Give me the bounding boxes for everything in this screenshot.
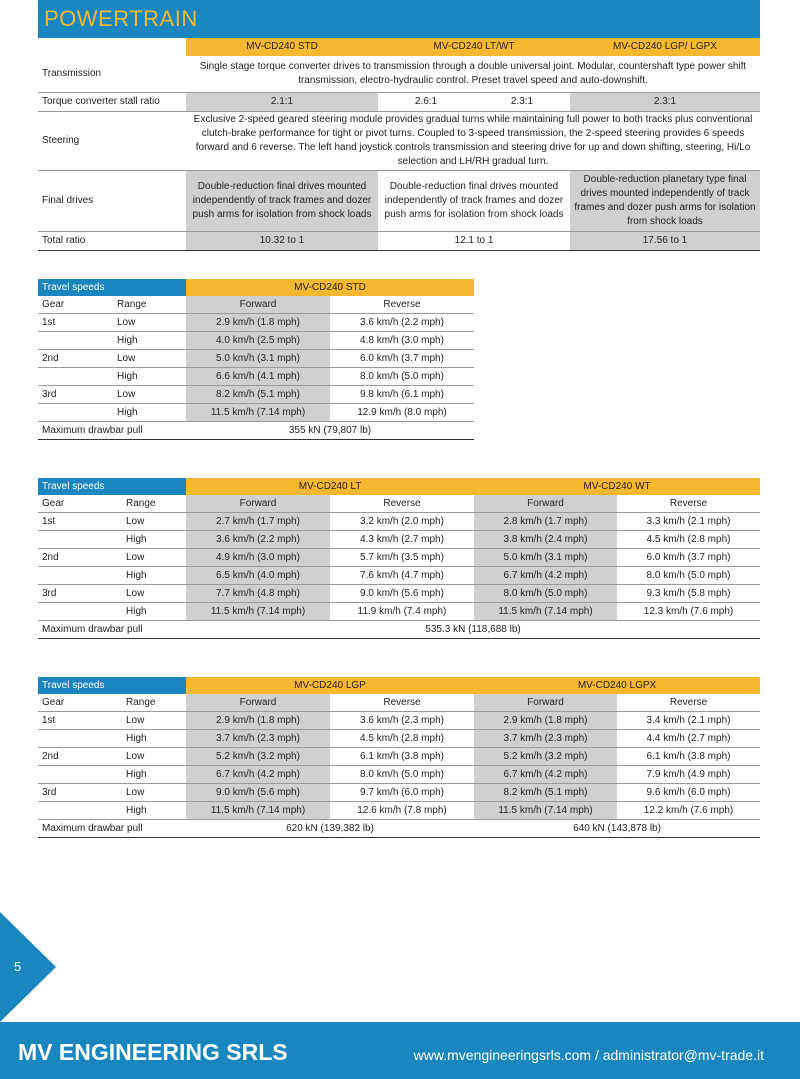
travel-speeds-label: Travel speeds xyxy=(38,478,186,495)
speed-row xyxy=(38,730,760,748)
powertrain-table xyxy=(38,38,760,251)
speed-row xyxy=(38,368,474,386)
stall-ratio-lt: 2.6:1 xyxy=(378,93,474,112)
page-number-marker xyxy=(0,912,56,1022)
speed-cell: 6.1 km/h (3.8 mph) xyxy=(617,748,760,766)
speed-row xyxy=(38,350,474,368)
total-ratio-ltwt: 12.1 to 1 xyxy=(378,232,570,251)
speed-cell: 9.3 km/h (5.8 mph) xyxy=(617,585,760,603)
speed-cell: High xyxy=(122,567,186,585)
speed-cell: Low xyxy=(122,585,186,603)
speed-cell xyxy=(38,766,122,784)
forward-header: Forward xyxy=(186,694,330,712)
speed-row xyxy=(38,784,760,802)
speed-cell: 5.7 km/h (3.5 mph) xyxy=(330,549,474,567)
speed-cell: High xyxy=(113,368,186,386)
speed-cell xyxy=(38,567,122,585)
model-std: MV-CD240 STD xyxy=(186,38,378,56)
stall-ratio-wt: 2.3:1 xyxy=(474,93,570,112)
speed-cell: Low xyxy=(113,314,186,332)
speed-cell: Low xyxy=(122,513,186,531)
speed-cell: 3.4 km/h (2.1 mph) xyxy=(617,712,760,730)
speed-cell: 3rd xyxy=(38,784,122,802)
speed-row xyxy=(38,531,760,549)
speed-cell xyxy=(38,802,122,820)
speed-cell xyxy=(38,730,122,748)
footer-contact: www.mvengineeringsrls.com / administrator@mv-trade.it xyxy=(413,1047,764,1063)
speed-cell: 2nd xyxy=(38,549,122,567)
speed-cell: 3.6 km/h (2.2 mph) xyxy=(186,531,330,549)
stall-ratio-std: 2.1:1 xyxy=(186,93,378,112)
model-wt: MV-CD240 WT xyxy=(474,478,760,495)
travel-speeds-label: Travel speeds xyxy=(38,677,186,694)
speed-cell xyxy=(38,368,113,386)
footer-bar xyxy=(0,1022,800,1079)
speed-cell: Low xyxy=(122,712,186,730)
speed-cell: High xyxy=(122,730,186,748)
gear-header: Gear xyxy=(38,495,122,513)
speed-cell: Low xyxy=(113,386,186,404)
max-pull-ltwt: 535.3 kN (118,688 lb) xyxy=(186,621,760,639)
speed-cell: 6.6 km/h (4.1 mph) xyxy=(186,368,330,386)
speed-header-row xyxy=(38,478,760,495)
column-header-row xyxy=(38,495,760,513)
speed-cell: 2.9 km/h (1.8 mph) xyxy=(186,712,330,730)
final-drives-row xyxy=(38,171,760,232)
speed-header-row xyxy=(38,677,760,694)
speed-cell: Low xyxy=(122,784,186,802)
speed-cell: 8.2 km/h (5.1 mph) xyxy=(186,386,330,404)
speed-cell: 2.9 km/h (1.8 mph) xyxy=(186,314,330,332)
speed-row xyxy=(38,513,760,531)
speed-cell: 12.3 km/h (7.6 mph) xyxy=(617,603,760,621)
final-drives-label: Final drives xyxy=(38,171,186,232)
speed-cell: 9.7 km/h (6.0 mph) xyxy=(330,784,474,802)
speed-cell: 8.0 km/h (5.0 mph) xyxy=(474,585,617,603)
speed-cell: 12.2 km/h (7.6 mph) xyxy=(617,802,760,820)
range-header: Range xyxy=(122,694,186,712)
model-ltwt: MV-CD240 LT/WT xyxy=(378,38,570,56)
reverse-header: Reverse xyxy=(330,495,474,513)
footer-brand: MV ENGINEERING SRLS xyxy=(18,1039,288,1065)
speed-cell: 3.7 km/h (2.3 mph) xyxy=(186,730,330,748)
speed-cell: 4.5 km/h (2.8 mph) xyxy=(617,531,760,549)
speed-header-row xyxy=(38,279,474,296)
speed-cell: 6.5 km/h (4.0 mph) xyxy=(186,567,330,585)
speed-cell: 2nd xyxy=(38,350,113,368)
stall-ratio-lgp: 2.3:1 xyxy=(570,93,760,112)
speed-cell: 5.2 km/h (3.2 mph) xyxy=(186,748,330,766)
speed-cell: Low xyxy=(113,350,186,368)
max-pull-label: Maximum drawbar pull xyxy=(38,422,186,440)
speed-cell: High xyxy=(122,603,186,621)
speed-row xyxy=(38,766,760,784)
speed-cell: 1st xyxy=(38,712,122,730)
speed-cell: 4.0 km/h (2.5 mph) xyxy=(186,332,330,350)
travel-speeds-label: Travel speeds xyxy=(38,279,186,296)
final-drives-ltwt: Double-reduction final drives mounted independently of track frames and dozer push arms for isolation from shock loads xyxy=(378,171,570,232)
model-lgpx: MV-CD240 LGPX xyxy=(474,677,760,694)
speed-cell: 4.3 km/h (2.7 mph) xyxy=(330,531,474,549)
speed-cell: 6.7 km/h (4.2 mph) xyxy=(186,766,330,784)
speed-cell: 12.6 km/h (7.8 mph) xyxy=(330,802,474,820)
speed-cell: 2.8 km/h (1.7 mph) xyxy=(474,513,617,531)
speed-cell: 6.0 km/h (3.7 mph) xyxy=(330,350,474,368)
speed-cell: 5.2 km/h (3.2 mph) xyxy=(474,748,617,766)
max-pull-row xyxy=(38,820,760,838)
speed-row xyxy=(38,549,760,567)
model-lgp: MV-CD240 LGP xyxy=(186,677,474,694)
speed-cell: 3.6 km/h (2.3 mph) xyxy=(330,712,474,730)
speed-cell: 6.1 km/h (3.8 mph) xyxy=(330,748,474,766)
steering-value: Exclusive 2-speed geared steering module provides gradual turns while maintaining full power to both tracks plus conventional clutch-brake performance for tight or pivot turns. Coupled to 3-speed transmission, the 2-speed steering provides 6 speeds forward and 6 reverse. The left hand joystick controls transmission and steering drive for up and down shifting, steering, Hi/Lo selection and LH/RH gradual turn. xyxy=(186,112,760,171)
range-header: Range xyxy=(122,495,186,513)
max-pull-std: 355 kN (79,807 lb) xyxy=(186,422,474,440)
speed-cell: 8.0 km/h (5.0 mph) xyxy=(330,368,474,386)
transmission-value: Single stage torque converter drives to transmission through a double universal joint. Modular, countershaft type power shift transmission, electro-hydraulic control. Preset travel speed and auto-downshift. xyxy=(186,56,760,93)
speed-cell: 4.9 km/h (3.0 mph) xyxy=(186,549,330,567)
total-ratio-std: 10.32 to 1 xyxy=(186,232,378,251)
speed-cell: 4.5 km/h (2.8 mph) xyxy=(330,730,474,748)
reverse-header: Reverse xyxy=(330,296,474,314)
speed-cell: 9.8 km/h (6.1 mph) xyxy=(330,386,474,404)
speed-cell: 4.4 km/h (2.7 mph) xyxy=(617,730,760,748)
max-pull-lgpx: 640 kN (143,878 lb) xyxy=(474,820,760,838)
speed-cell: 4.8 km/h (3.0 mph) xyxy=(330,332,474,350)
reverse-header: Reverse xyxy=(617,495,760,513)
gear-header: Gear xyxy=(38,694,122,712)
travel-speeds-std-table xyxy=(38,279,474,440)
speed-cell xyxy=(38,603,122,621)
speed-cell: 9.0 km/h (5.6 mph) xyxy=(186,784,330,802)
page-triangle-shape xyxy=(0,912,56,1022)
travel-speeds-lgp-table xyxy=(38,677,760,838)
speed-cell: 2.7 km/h (1.7 mph) xyxy=(186,513,330,531)
speed-cell: 3.2 km/h (2.0 mph) xyxy=(330,513,474,531)
speed-cell: 2.9 km/h (1.8 mph) xyxy=(474,712,617,730)
speed-cell xyxy=(38,404,113,422)
total-ratio-label: Total ratio xyxy=(38,232,186,251)
forward-header: Forward xyxy=(186,296,330,314)
forward-header: Forward xyxy=(474,694,617,712)
speed-cell: High xyxy=(113,332,186,350)
stall-ratio-label: Torque converter stall ratio xyxy=(38,93,186,112)
speed-cell: 11.5 km/h (7.14 mph) xyxy=(474,802,617,820)
travel-speeds-ltwt-table xyxy=(38,478,760,639)
max-pull-label: Maximum drawbar pull xyxy=(38,621,186,639)
speed-row xyxy=(38,603,760,621)
model-lgp: MV-CD240 LGP/ LGPX xyxy=(570,38,760,56)
column-header-row xyxy=(38,296,474,314)
speed-cell xyxy=(38,531,122,549)
max-pull-row xyxy=(38,621,760,639)
forward-header: Forward xyxy=(186,495,330,513)
section-header xyxy=(38,0,760,38)
reverse-header: Reverse xyxy=(330,694,474,712)
reverse-header: Reverse xyxy=(617,694,760,712)
speed-cell: 11.5 km/h (7.14 mph) xyxy=(186,404,330,422)
gear-header: Gear xyxy=(38,296,113,314)
speed-cell: 7.7 km/h (4.8 mph) xyxy=(186,585,330,603)
speed-row xyxy=(38,585,760,603)
model-lt: MV-CD240 LT xyxy=(186,478,474,495)
total-ratio-row xyxy=(38,232,760,251)
speed-cell: 3.8 km/h (2.4 mph) xyxy=(474,531,617,549)
speed-cell: 3.6 km/h (2.2 mph) xyxy=(330,314,474,332)
final-drives-std: Double-reduction final drives mounted independently of track frames and dozer push arms for isolation from shock loads xyxy=(186,171,378,232)
model-std: MV-CD240 STD xyxy=(186,279,474,296)
speed-cell: 8.2 km/h (5.1 mph) xyxy=(474,784,617,802)
speed-cell: 3rd xyxy=(38,386,113,404)
forward-header: Forward xyxy=(474,495,617,513)
speed-cell: 9.0 km/h (5.6 mph) xyxy=(330,585,474,603)
speed-cell: 11.5 km/h (7.14 mph) xyxy=(186,603,330,621)
speed-cell: 1st xyxy=(38,513,122,531)
total-ratio-lgp: 17.56 to 1 xyxy=(570,232,760,251)
max-pull-lgp: 620 kN (139,382 lb) xyxy=(186,820,474,838)
steering-row xyxy=(38,112,760,171)
stall-ratio-row xyxy=(38,93,760,112)
speed-row xyxy=(38,314,474,332)
speed-cell: High xyxy=(122,766,186,784)
model-header-row xyxy=(38,38,760,56)
speed-cell: 3.3 km/h (2.1 mph) xyxy=(617,513,760,531)
speed-cell: 11.5 km/h (7.14 mph) xyxy=(186,802,330,820)
speed-row xyxy=(38,332,474,350)
speed-cell: 5.0 km/h (3.1 mph) xyxy=(474,549,617,567)
speed-cell: 2nd xyxy=(38,748,122,766)
final-drives-lgp: Double-reduction planetary type final drives mounted independently of track frames and dozer push arms for isolation from shock loads xyxy=(570,171,760,232)
max-pull-label: Maximum drawbar pull xyxy=(38,820,186,838)
speed-cell xyxy=(38,332,113,350)
speed-row xyxy=(38,404,474,422)
speed-cell: Low xyxy=(122,748,186,766)
speed-row xyxy=(38,748,760,766)
section-title: POWERTRAIN xyxy=(44,6,198,31)
speed-row xyxy=(38,802,760,820)
speed-cell: 3rd xyxy=(38,585,122,603)
speed-row xyxy=(38,712,760,730)
speed-row xyxy=(38,567,760,585)
speed-cell: 6.7 km/h (4.2 mph) xyxy=(474,766,617,784)
max-pull-row xyxy=(38,422,474,440)
speed-cell: 12.9 km/h (8.0 mph) xyxy=(330,404,474,422)
speed-cell: High xyxy=(122,802,186,820)
column-header-row xyxy=(38,694,760,712)
speed-cell: 7.9 km/h (4.9 mph) xyxy=(617,766,760,784)
transmission-row xyxy=(38,56,760,93)
speed-cell: 8.0 km/h (5.0 mph) xyxy=(617,567,760,585)
transmission-label: Transmission xyxy=(38,56,186,93)
speed-cell: High xyxy=(113,404,186,422)
speed-row xyxy=(38,386,474,404)
speed-cell: 11.9 km/h (7.4 mph) xyxy=(330,603,474,621)
speed-cell: 8.0 km/h (5.0 mph) xyxy=(330,766,474,784)
speed-cell: 6.7 km/h (4.2 mph) xyxy=(474,567,617,585)
speed-cell: 11.5 km/h (7.14 mph) xyxy=(474,603,617,621)
speed-cell: 5.0 km/h (3.1 mph) xyxy=(186,350,330,368)
range-header: Range xyxy=(113,296,186,314)
page-number: 5 xyxy=(14,959,22,974)
speed-cell: High xyxy=(122,531,186,549)
speed-cell: 6.0 km/h (3.7 mph) xyxy=(617,549,760,567)
speed-cell: 7.6 km/h (4.7 mph) xyxy=(330,567,474,585)
steering-label: Steering xyxy=(38,112,186,171)
speed-cell: 9.6 km/h (6.0 mph) xyxy=(617,784,760,802)
speed-cell: Low xyxy=(122,549,186,567)
speed-cell: 3.7 km/h (2.3 mph) xyxy=(474,730,617,748)
speed-cell: 1st xyxy=(38,314,113,332)
